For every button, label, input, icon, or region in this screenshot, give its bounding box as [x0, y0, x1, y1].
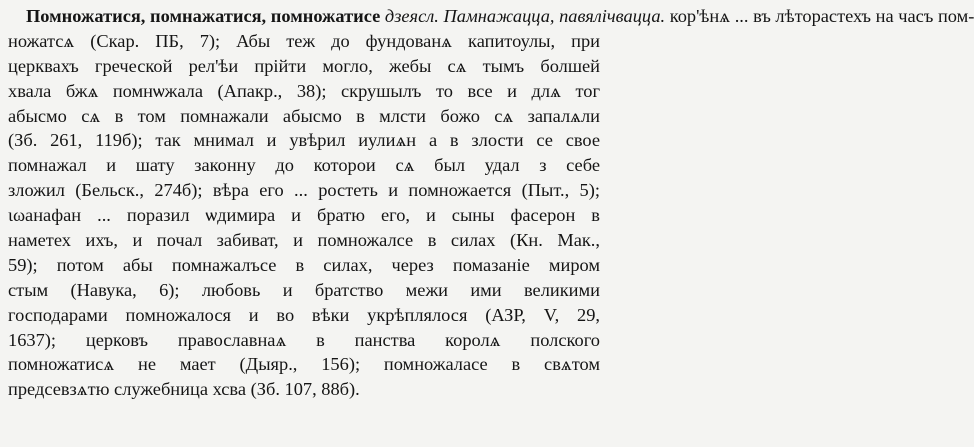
entry-line: (Зб. 261, 119б); так мнимал и увѣрил иулиѧн а в злости се свое	[8, 130, 600, 151]
entry-line: церквахъ греческой рел'ѣи прійти могло, жебы сѧ тымъ болшей	[8, 55, 600, 76]
entry-line: ιωанафан ... поразил ѡдимира и братю его, и сыны фасерон в	[8, 205, 600, 226]
entry-line: предсевзѧтю служебница хсва (Зб. 107, 88б).	[8, 379, 360, 400]
gloss: Памнажацца, павялічвацца.	[443, 6, 666, 26]
entry-line: абысмо сѧ в том помнажали абысмо в млсти божо сѧ запалѧли	[8, 105, 600, 126]
entry-line: наметех ихъ, и почал забиват, и помножалсе в силах (Кн. Мак.,	[8, 230, 600, 251]
citation-text: кор'ѣнѧ ... въ лѣторастехъ на часъ пом-	[665, 6, 974, 26]
entry-line: помножатисѧ не мает (Дыяр., 156); помножаласе в свѧтом	[8, 354, 600, 375]
entry-line: стым (Навука, 6); любовь и братство межи ими великими	[8, 279, 600, 300]
entry-line: зложил (Бельск., 274б); вѣра его ... ростеть и помножается (Пыт., 5);	[8, 180, 600, 201]
entry-line: господарами помножалося и во вѣки укрѣплялося (АЗР, V, 29,	[8, 304, 600, 325]
entry-line: помнажал и шату законну до которои сѧ был удал з себе	[8, 155, 600, 176]
grammar-label: дзеясл.	[384, 6, 439, 26]
entry-line: 59); потом абы помнажалъсе в силах, через помазаніе миром	[8, 254, 600, 275]
entry-line: ножатсѧ (Скар. ПБ, 7); Абы теж до фундованѧ капитоулы, при	[8, 30, 600, 51]
entry-line: 1637); церковъ православнаѧ в панства королѧ полского	[8, 329, 600, 350]
entry-line-1	[8, 4, 974, 29]
entry-line: хвала бжѧ помнѡжала (Апакр., 38); скрушылъ то все и длѧ тог	[8, 80, 600, 101]
headword: Помножатися, помнажатися, помножатисе	[26, 6, 381, 26]
